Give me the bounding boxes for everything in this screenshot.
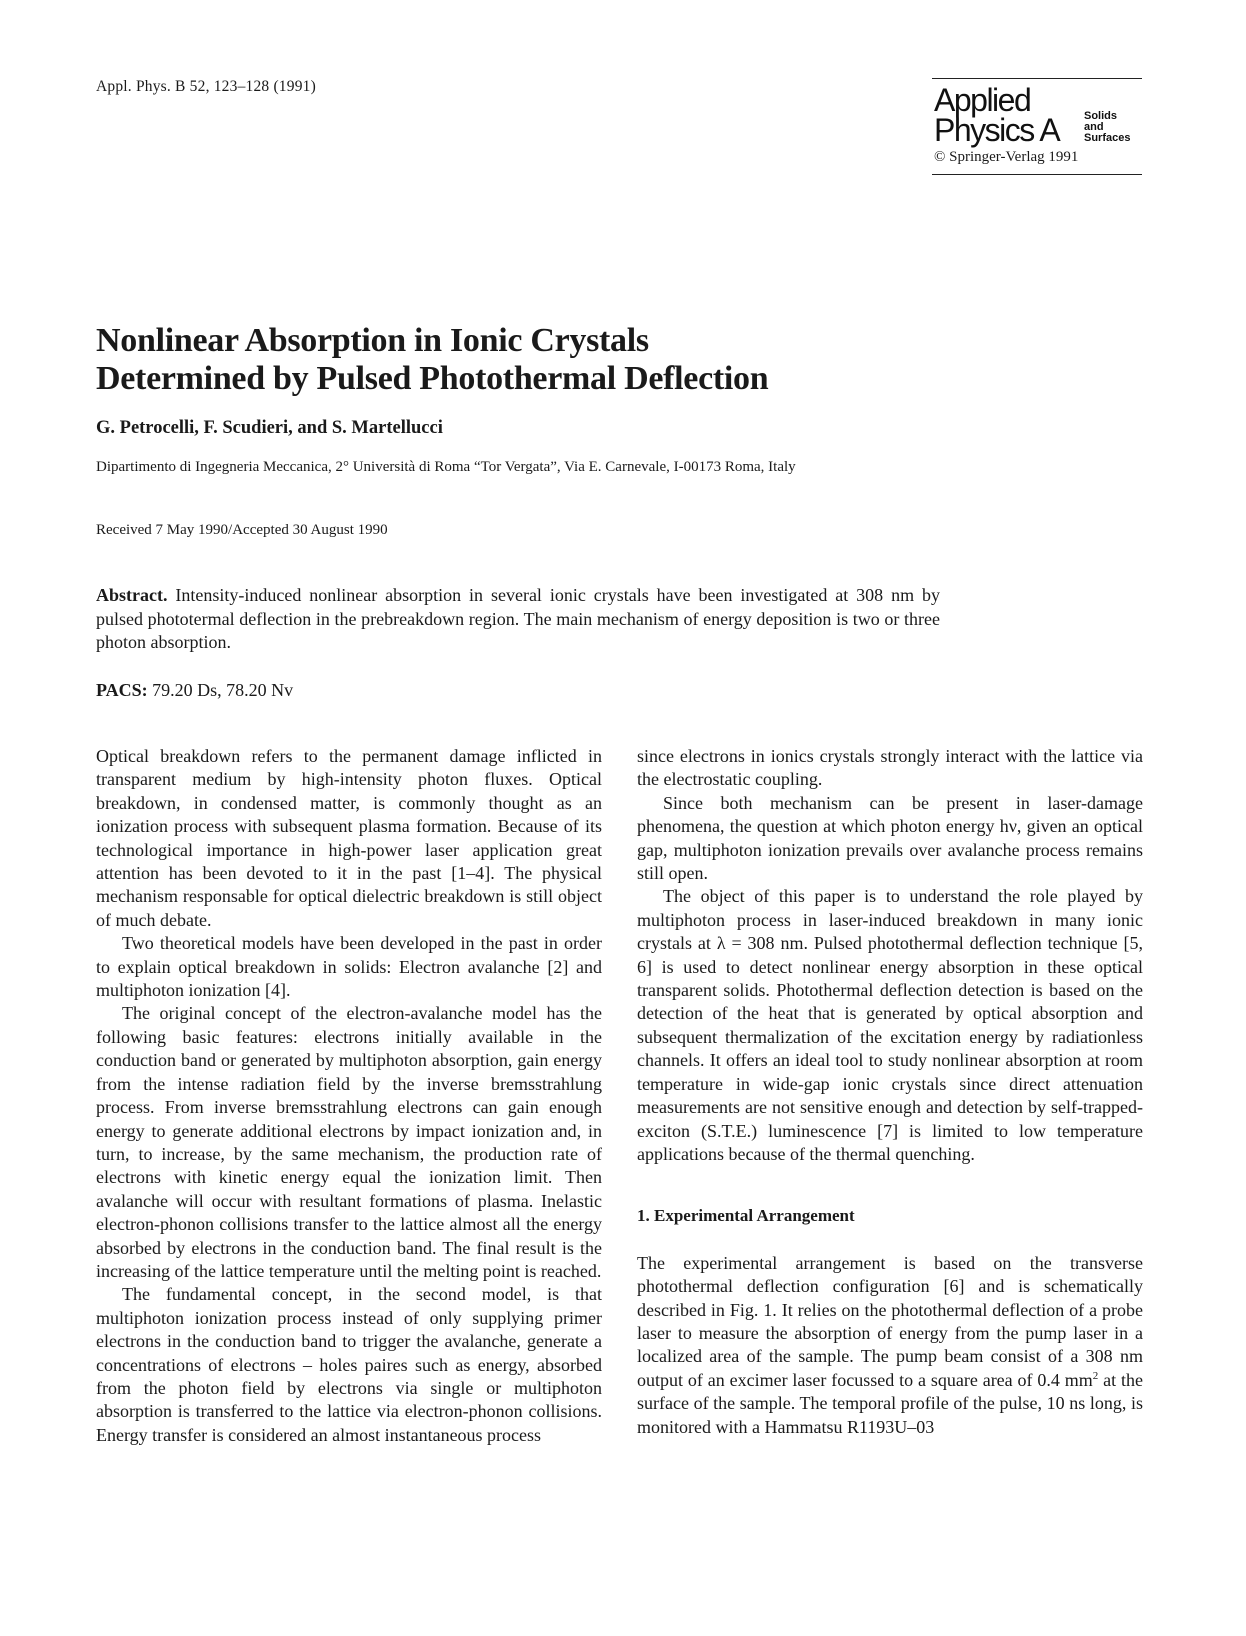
left-column: [96, 745, 602, 1447]
journal-name-line1: Applied: [934, 82, 1031, 118]
logo-top-rule: [932, 78, 1142, 79]
logo-bottom-rule: [932, 174, 1142, 175]
paper-title: [96, 322, 996, 398]
right-column: [637, 745, 1143, 1439]
pacs: [96, 680, 293, 701]
journal-section-word-3: Surfaces: [1084, 132, 1131, 144]
paragraph: since electrons in ionics crystals strongly interact with the lattice via the electrostatic coupling.: [637, 746, 1143, 790]
journal-citation: Appl. Phys. B 52, 123–128 (1991): [96, 78, 316, 95]
received-dates: Received 7 May 1990/Accepted 30 August 1990: [96, 522, 388, 538]
paragraph: Optical breakdown refers to the permanent damage inflicted in transparent medium by high-intensity photon fluxes. Optical breakdown, in condensed matter, is commonly thought as an ionization process with subsequent plasma formation. Because of its technological importance in high-power laser application great attention has been devoted to it in the past [1–4]. The physical mechanism responsable for optical dielectric breakdown is still object of much debate.: [96, 746, 602, 930]
journal-section-word-2: and: [1084, 121, 1104, 133]
abstract-text: Intensity-induced nonlinear absorption in several ionic crystals have been investigated at 308 nm by pulsed phototermal deflection in the prebreakdown region. The main mechanism of energy deposition is two or three photon absorption.: [96, 585, 941, 652]
pacs-label: PACS:: [96, 680, 148, 700]
abstract: [96, 584, 940, 655]
authors: G. Petrocelli, F. Scudieri, and S. Martellucci: [96, 418, 443, 438]
paragraph: The fundamental concept, in the second model, is that multiphoton ionization process instead of only supplying primer electrons in the conduction band to trigger the avalanche, generate a concentrations of electrons – holes paires such as energy, absorbed from the photon field by electrons via single or multiphoton absorption is transferred to the lattice via electron-phonon collisions. Energy transfer is considered an almost instantaneous process: [96, 1284, 602, 1445]
superscript: 2: [1092, 1369, 1099, 1382]
paragraph: The object of this paper is to understand the role played by multiphoton process in laser-induced breakdown in many ionic crystals at λ = 308 nm. Pulsed photothermal deflection technique [5, 6] is used to detect nonlinear energy absorption in these optical transparent solids. Photothermal deflection detection is based on the detection of the heat that is generated by optical absorption and subsequent thermalization of the excitation energy by radiationless channels. It offers an ideal tool to study nonlinear absorption at room temperature in wide-gap ionic crystals since direct attenuation measurements are not sensitive enough and detection by self-trapped-exciton (S.T.E.) luminescence [7] is limited to low temperature applications because of the thermal quenching.: [637, 886, 1143, 1164]
journal-section: [1084, 111, 1130, 144]
paragraph: [637, 1252, 1143, 1439]
affiliation: Dipartimento di Ingegneria Meccanica, 2° Università di Roma “Tor Vergata”, Via E. Carnevale, I-00173 Roma, Italy: [96, 459, 796, 475]
paragraph: Since both mechanism can be present in laser-damage phenomena, the question at which photon energy hν, given an optical gap, multiphoton ionization prevails over avalanche process remains still open.: [637, 792, 1143, 884]
journal-section-word-1: Solids: [1084, 110, 1118, 122]
paragraph: The original concept of the electron-avalanche model has the following basic features: electrons initially available in the conduction band or generated by multiphoton absorption, gain energy from the intense radiation field by the inverse bremsstrahlung process. From inverse bremsstrahlung electrons can gain enough energy to generate additional electrons by impact ionization and, in turn, to increase, by the same mechanism, the production rate of electrons with kinetic energy equal the ionization limit. Then avalanche will occur with resultant formations of plasma. Inelastic electron-phonon collisions transfer to the lattice almost all the energy absorbed by electrons in the conduction band. The final result is the increasing of the lattice temperature until the melting point is reached.: [96, 1003, 602, 1281]
paper-title-line1: Nonlinear Absorption in Ionic Crystals: [96, 322, 649, 359]
paragraph-text: at the surface of the sample. The temporal profile of the pulse, 10 ns long, is monitored with a Hammatsu R1193U–03: [637, 1369, 1144, 1437]
journal-name-line2: Physics A: [934, 112, 1060, 148]
section-heading: 1. Experimental Arrangement: [637, 1206, 855, 1226]
copyright: © Springer-Verlag 1991: [934, 149, 1079, 165]
pacs-codes: 79.20 Ds, 78.20 Nv: [152, 680, 294, 700]
journal-logo: [932, 78, 1142, 175]
abstract-label: Abstract.: [96, 585, 168, 605]
paragraph-text: The experimental arrangement is based on the transverse photothermal deflection configuration [6] and is schematically described in Fig. 1. It relies on the photothermal deflection of a probe laser to measure the absorption of energy from the pump laser in a localized area of the sample. The pump beam consist of a 308 nm output of an excimer laser focussed to a square area of 0.4 mm: [637, 1252, 1143, 1390]
paragraph: Two theoretical models have been developed in the past in order to explain optical breakdown in solids: Electron avalanche [2] and multiphoton ionization [4].: [96, 933, 602, 1001]
journal-name: [934, 82, 1060, 148]
paper-title-line2: Determined by Pulsed Photothermal Deflection: [96, 360, 769, 397]
